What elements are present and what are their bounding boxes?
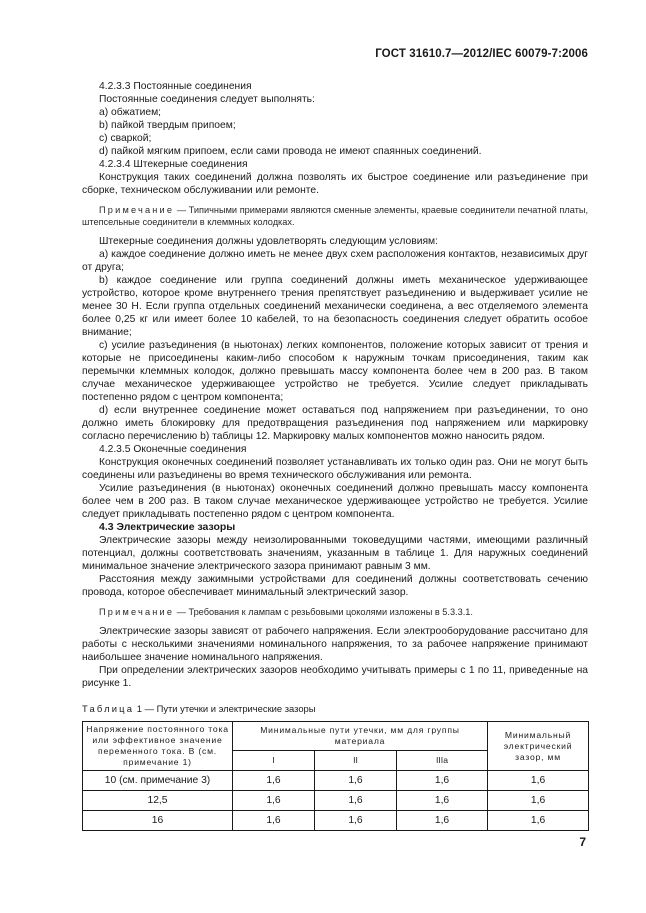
section-4-2-3-4-text: Конструкция таких соединений должна позволять их быстрое соединение или разъединение при сборке, техническом обслуживании или ремонте.: [82, 172, 588, 196]
list-item-d: d) пайкой мягким припоем, если сами провода не имеют спаянных соединений.: [99, 146, 482, 157]
list-item-c: c) сваркой;: [99, 133, 152, 144]
table-cell: 12,5: [83, 791, 233, 811]
page-content: [82, 80, 588, 831]
header-creepage: Минимальные пути утечки, мм для группы материала: [233, 722, 488, 751]
plug-intro: Штекерные соединения должны удовлетворять следующим условиям:: [99, 236, 438, 247]
table-cell: 1,6: [488, 771, 589, 791]
header-group-i: I: [233, 751, 315, 771]
section-4-3-text-4: При определении электрических зазоров необходимо учитывать примеры с 1 по 11, приведенные на рисунке 1.: [82, 665, 588, 689]
header-clearance: Минимальный электрический зазор, мм: [488, 722, 589, 771]
header-voltage: Напряжение постоянного тока или эффективное значение переменного тока. В (см. примечание 1): [83, 722, 233, 771]
table-cell: 1,6: [315, 791, 397, 811]
section-4-2-3-5-text-2: Усилие разъединения (в ньютонах) оконечных соединений должно превышать массу компонента более чем в 200 раз. В таком случае механическое удерживающее устройство не требуется. Усилие следует прикладывать постепенно рядом с центром компонента.: [82, 483, 588, 520]
table-cell: 1,6: [397, 811, 488, 831]
table-cell: 10 (см. примечание 3): [83, 771, 233, 791]
list-item-b: b) пайкой твердым припоем;: [99, 120, 236, 131]
table-cell: 1,6: [233, 791, 315, 811]
section-4-3-text-2: Расстояния между зажимными устройствами для соединений должны соответствовать сечению провода, которое обеспечивает минимальный электрический зазор.: [82, 574, 588, 598]
table-cell: 1,6: [233, 811, 315, 831]
table-row: [83, 791, 589, 811]
table-caption: [82, 702, 588, 715]
table-cell: 1,6: [315, 771, 397, 791]
header-group-iiia: IIIa: [397, 751, 488, 771]
plug-condition-a: a) каждое соединение должно иметь не менее двух схем расположения контактов, независимых друг от друга;: [82, 249, 588, 273]
section-4-3-title: 4.3 Электрические зазоры: [99, 521, 236, 533]
table-cell: 16: [83, 811, 233, 831]
note-1: [82, 204, 588, 228]
section-4-2-3-5-text-1: Конструкция оконечных соединений позволяет устанавливать их только один раз. Они не могут быть соединены или разъединены во время технического обслуживания или ремонта.: [82, 457, 588, 481]
note-2-label: Примечание: [99, 607, 175, 617]
list-item-a: a) обжатием;: [99, 107, 162, 118]
plug-condition-b: b) каждое соединение или группа соединений должны иметь механическое удерживающее устройство, которое кроме внутреннего трения препятствует разъединению и выдерживает усилие не менее 30 Н. Если группа отдельных соединений механически соединена, а вес отделяемого элемента более 0,25 кг или имеет более 10 кабелей, то на безопасность соединения следует обратить особое внимание;: [82, 275, 588, 338]
table-row: [83, 811, 589, 831]
note-1-text: — Типичными примерами являются сменные элементы, краевые соединители печатной платы, штепсельные соединители в клеммных колодках.: [82, 205, 588, 227]
table-cell: 1,6: [397, 791, 488, 811]
section-4-2-3-3-intro: Постоянные соединения следует выполнять:: [99, 94, 315, 105]
note-2-text: — Требования к лампам с резьбовыми цоколями изложены в 5.3.3.1.: [174, 607, 473, 617]
creepage-clearance-table: [82, 721, 589, 831]
section-4-3-text-1: Электрические зазоры между неизолированными токоведущими частями, имеющими различный потенциал, должны соответствовать значениям, указанным в таблице 1. Для наружных соединений минимальное значение электрического зазора принимают равным 3 мм.: [82, 535, 588, 572]
table-cell: 1,6: [488, 811, 589, 831]
section-4-2-3-4-title: 4.2.3.4 Штекерные соединения: [99, 159, 248, 170]
table-cell: 1,6: [488, 791, 589, 811]
section-4-2-3-5-title: 4.2.3.5 Оконечные соединения: [99, 444, 247, 455]
table-cell: 1,6: [233, 771, 315, 791]
table-caption-label: Таблица: [82, 703, 135, 714]
note-2: [82, 606, 588, 618]
section-4-2-3-3-title: 4.2.3.3 Постоянные соединения: [99, 81, 252, 92]
document-header: ГОСТ 31610.7—2012/IEC 60079-7:2006: [375, 48, 588, 60]
page-number: 7: [579, 835, 586, 849]
header-group-ii: II: [315, 751, 397, 771]
table-cell: 1,6: [397, 771, 488, 791]
plug-condition-d: d) если внутреннее соединение может оставаться под напряжением при разъединении, то оно должно иметь блокировку для предотвращения разъединения под напряжением или маркировку согласно перечислению b) таблицы 12. Маркировку малых компонентов можно наносить рядом.: [82, 405, 588, 442]
plug-condition-c: c) усилие разъединения (в ньютонах) легких компонентов, положение которых зависит от трения и которые не присоединены каким-либо способом к наружным точкам присоединения, таким как перемычки клеммных колодок, должно превышать массу компонента более чем в 200 раз. В таком случае механическое удерживающее устройство не требуется. Усилие следует прикладывать постепенно рядом с центром компонента;: [82, 340, 588, 403]
table-cell: 1,6: [315, 811, 397, 831]
note-1-label: Примечание: [99, 205, 175, 215]
table-row: [83, 771, 589, 791]
table-caption-text: 1 — Пути утечки и электрические зазоры: [134, 703, 316, 714]
section-4-3-text-3: Электрические зазоры зависят от рабочего напряжения. Если электрооборудование рассчитано для работы с несколькими значениями номинального напряжения, то за рабочее напряжение принимают наибольшее значение номинального напряжения.: [82, 626, 588, 663]
